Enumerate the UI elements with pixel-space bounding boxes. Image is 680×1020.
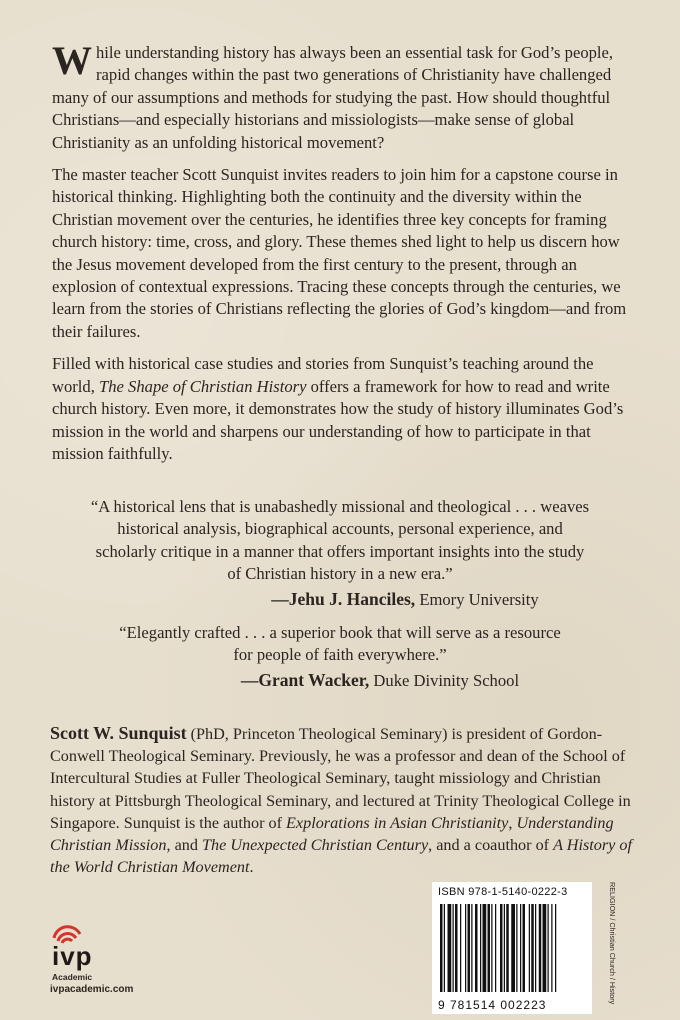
barcode-bar	[480, 904, 481, 992]
barcode-bar	[471, 904, 472, 992]
author-name: Scott W. Sunquist	[50, 723, 187, 743]
barcode-bar	[531, 904, 534, 992]
isbn-label: ISBN 978-1-5140-0222-3	[438, 886, 568, 898]
barcode-bar	[495, 904, 496, 992]
barcode-bar	[506, 904, 509, 992]
barcode-bar	[535, 904, 536, 992]
barcode-bar	[504, 904, 505, 992]
barcode-bar	[516, 904, 517, 992]
barcode-bar	[543, 904, 547, 992]
endorsement-attribution: —Grant Wacker, Duke Divinity School	[240, 669, 520, 690]
barcode-bar	[483, 904, 487, 992]
category-label	[602, 882, 622, 1017]
barcode-bar	[448, 904, 452, 992]
endorsement-1	[90, 496, 590, 611]
barcode-bar	[475, 904, 478, 992]
book-description	[52, 38, 636, 475]
category-text: RELIGION / Christian Church / History	[608, 882, 617, 1005]
isbn-barcode-box	[432, 882, 592, 1014]
description-paragraph-3: Filled with historical case studies and stories from Sunquist’s teaching around the world, The Shape of Christian History offers a framework for how to read and write church history. Even more, it demonstrates how the study of history illuminates God’s mission in the world and sharpens our understanding of how to participate in that mission faithfully.	[52, 354, 624, 463]
barcode-bar	[555, 904, 556, 992]
endorsement-2	[110, 622, 570, 692]
barcode-digits: 9 781514 002223	[438, 998, 547, 1012]
barcode-bar	[511, 904, 515, 992]
barcode	[438, 904, 586, 996]
barcode-bar	[523, 904, 526, 992]
barcode-bar	[551, 904, 552, 992]
barcode-bar	[465, 904, 466, 992]
barcode-bar	[444, 904, 445, 992]
barcode-bar	[529, 904, 530, 992]
endorsement-text: “Elegantly crafted . . . a superior book that will serve as a resource for people of faith everywhere.”	[119, 623, 561, 665]
barcode-bar	[468, 904, 471, 992]
barcode-bar	[453, 904, 454, 992]
drop-cap: W	[52, 38, 92, 83]
barcode-bar	[440, 904, 443, 992]
barcode-bar	[520, 904, 521, 992]
endorsement-text: “A historical lens that is unabashedly missional and theological . . . weaves historical analysis, biographical accounts, personal experience, and scholarly critique in a manner that offers important insights into the study of Christian history in a new era.”	[90, 497, 590, 584]
barcode-bar	[491, 904, 492, 992]
barcode-bar	[460, 904, 461, 992]
endorsement-attribution: —Jehu J. Hanciles, Emory University	[271, 588, 539, 609]
barcode-bar	[548, 904, 549, 992]
description-paragraph-2: The master teacher Scott Sunquist invites readers to join him for a capstone course in historical thinking. Highlighting both the continuity and the diversity within the Christian movement over the centuries, he identifies three key concepts for framing church history: time, cross, and glory. These themes shed light to help us discern how the Jesus movement developed from the first century to the present, through an explosion of contextual expressions. Tracing these concepts through the centuries, we learn from the stories of Christians reflecting the glories of God’s kingdom—and from their failures.	[52, 165, 627, 341]
barcode-bar	[488, 904, 491, 992]
logo-imprint: Academic	[52, 972, 93, 982]
barcode-bar	[500, 904, 503, 992]
barcode-bar	[539, 904, 542, 992]
publisher-url: ivpacademic.com	[50, 984, 134, 995]
logo-wordmark: ivp	[52, 941, 93, 971]
author-bio: Scott W. Sunquist (PhD, Princeton Theological Seminary) is president of Gordon-Conwell Theological Seminary. Previously, he was a professor and dean of the School of Intercultural Studies at Fuller Theological Seminary, taught missiology and Christian history at Pittsburgh Theological Seminary, and lectured at Trinity Theological College in Singapore. Sunquist is the author of Explorations in Asian Christianity, Understanding Christian Mission, and The Unexpected Christian Century, and a coauthor of A History of the World Christian Movement.	[50, 723, 632, 877]
book-title: The Shape of Christian History	[99, 376, 307, 396]
description-paragraph-1: While understanding history has always been an essential task for God’s people, rapid changes within the past two generations of Christianity have challenged many of our assumptions and methods for studying the past. How should thoughtful Christians—and especially historians and missiologists—make sense of global Christianity as an unfolding historical movement?	[52, 38, 614, 152]
barcode-bar	[455, 904, 458, 992]
publisher-logo	[50, 920, 160, 1000]
